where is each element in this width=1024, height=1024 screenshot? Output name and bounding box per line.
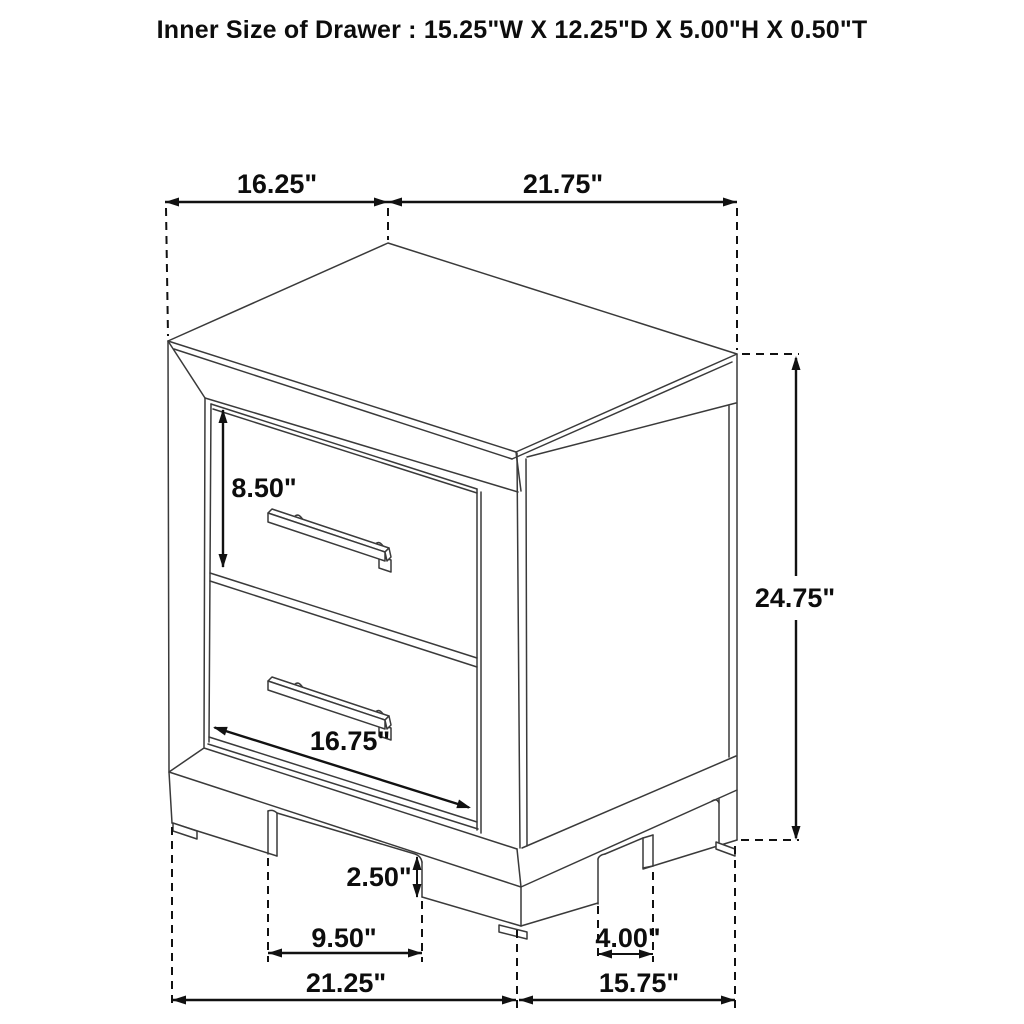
dimension-base-height — [346, 856, 421, 898]
drawer-handle-top — [268, 509, 391, 572]
dim-label-front-width: 21.25" — [305, 968, 387, 998]
dim-label-side-foot-gap: 4.00" — [595, 923, 661, 953]
body-edges — [168, 341, 737, 887]
dim-label-side-depth: 15.75" — [598, 968, 680, 998]
dimension-side-foot-gap — [595, 872, 660, 962]
dimension-drawer-width — [213, 726, 471, 808]
dim-label-top-width: 21.75" — [522, 169, 604, 199]
dimension-front-width — [172, 827, 517, 1008]
dimension-drawer-height — [219, 409, 297, 568]
crown-bevel — [168, 341, 736, 492]
dimension-overall-height — [741, 354, 835, 840]
base-right — [521, 790, 737, 926]
top-face — [168, 243, 737, 459]
dim-label-drawer-height: 8.50" — [231, 473, 297, 503]
page-title: Inner Size of Drawer : 15.25"W X 12.25"D X 5.00"H X 0.50"T — [156, 16, 868, 44]
dim-label-top-depth: 16.25" — [236, 169, 318, 199]
dim-label-drawer-width: 16.75" — [309, 726, 391, 756]
dim-label-overall-height: 24.75" — [754, 583, 836, 613]
cabinet-line-art — [168, 243, 737, 939]
dimension-top-depth-and-width — [165, 169, 737, 350]
dim-label-base-height: 2.50" — [346, 862, 412, 892]
base-front — [169, 772, 527, 939]
dim-label-front-foot-gap: 9.50" — [311, 923, 377, 953]
